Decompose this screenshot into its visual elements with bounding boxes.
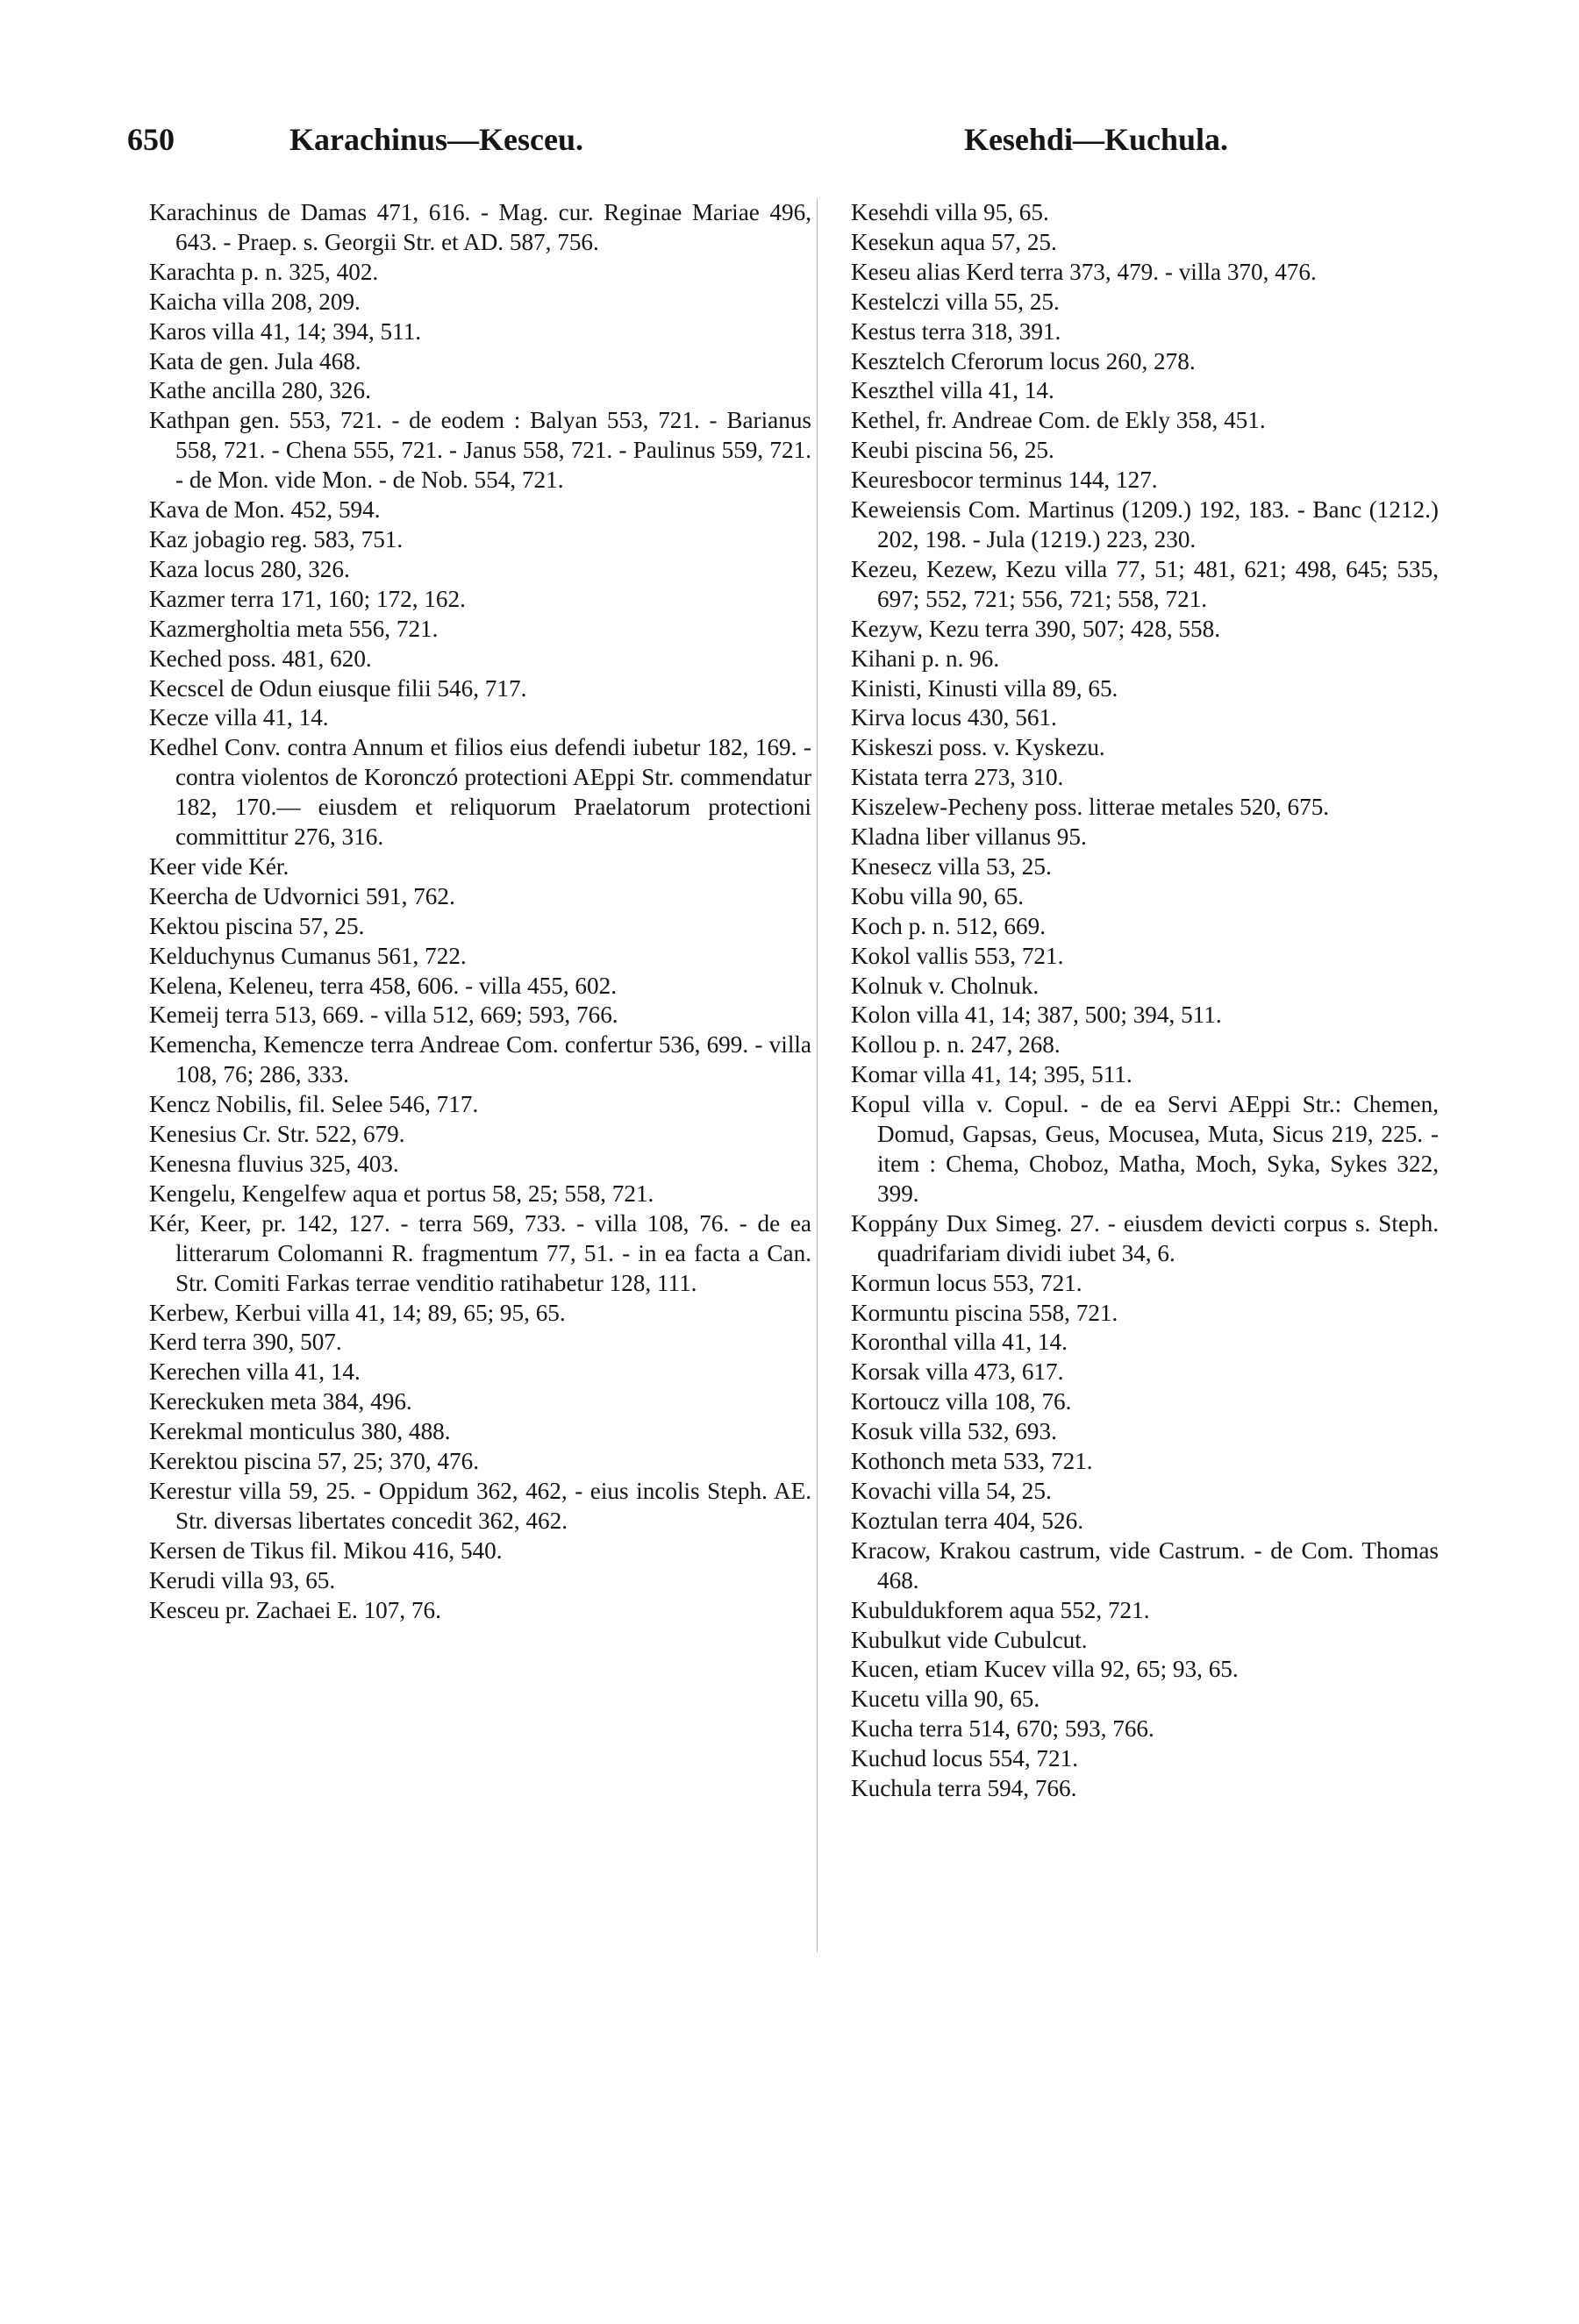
index-entry: Kesekun aqua 57, 25.	[851, 228, 1057, 255]
index-entry: Kezeu, Kezew, Kezu villa 77, 51; 481, 621; 498, 645; 535, 697; 552, 721; 556, 721; 558, 721.	[851, 555, 1439, 612]
index-entry: Kolon villa 41, 14; 387, 500; 394, 511.	[851, 1002, 1222, 1029]
index-entry: Kaza locus 280, 326.	[149, 555, 350, 582]
index-entry: Knesecz villa 53, 25.	[851, 852, 1052, 880]
index-entry: Kektou piscina 57, 25.	[149, 912, 365, 939]
index-entry: Komar villa 41, 14; 395, 511.	[851, 1061, 1132, 1088]
index-entry: Kuchula terra 594, 766.	[851, 1775, 1077, 1802]
index-entry: Kaicha villa 208, 209.	[149, 288, 361, 315]
index-entry: Kesztelch Cferorum locus 260, 278.	[851, 347, 1196, 374]
index-entry: Kolnuk v. Cholnuk.	[851, 972, 1040, 999]
index-entry: Keched poss. 481, 620.	[149, 645, 372, 672]
index-entry: Kopul villa v. Copul. - de ea Servi AEppi Str.: Chemen, Domud, Gapsas, Geus, Mocusea, Muta, Sicus 219, 225. - item : Chema, Choboz, Matha, Moch, Syka, Sykes 322, 399.	[851, 1091, 1439, 1207]
index-entry: Koch p. n. 512, 669.	[851, 912, 1047, 939]
right-column	[829, 198, 1439, 1804]
index-entry: Kazmer terra 171, 160; 172, 162.	[149, 585, 466, 612]
index-entry: Kezyw, Kezu terra 390, 507; 428, 558.	[851, 615, 1221, 642]
index-entry: Kelena, Keleneu, terra 458, 606. - villa 455, 602.	[149, 972, 618, 999]
index-entry: Kestelczi villa 55, 25.	[851, 288, 1060, 315]
index-entry: Kladna liber villanus 95.	[851, 823, 1087, 851]
header-right-range: Kesehdi—Kuchula.	[963, 122, 1228, 157]
page-header	[127, 121, 1228, 174]
index-entry: Kathpan gen. 553, 721. - de eodem : Balyan 553, 721. - Barianus 558, 721. - Chena 555, 721. - Janus 558, 721. - Paulinus 559, 721. - de Mon. vide Mon. - de Nob. 554, 721.	[149, 407, 811, 494]
index-entry: Kobu villa 90, 65.	[851, 882, 1025, 909]
index-entry: Karachinus de Damas 471, 616. - Mag. cur. Reginae Mariae 496, 643. - Praep. s. Georgii Str. et AD. 587, 756.	[149, 199, 811, 255]
index-entry: Keubi piscina 56, 25.	[851, 437, 1054, 464]
page-number: 650	[127, 122, 175, 157]
index-entry: Kecze villa 41, 14.	[149, 704, 329, 731]
index-entry: Kencz Nobilis, fil. Selee 546, 717.	[149, 1091, 479, 1118]
index-entry: Kazmergholtia meta 556, 721.	[149, 615, 439, 642]
index-entry: Kerestur villa 59, 25. - Oppidum 362, 462, - eius incolis Steph. AE. Str. diversas libertates concedit 362, 462.	[149, 1477, 811, 1534]
header-left-range: Karachinus—Kesceu.	[289, 122, 584, 157]
index-entry: Kenesius Cr. Str. 522, 679.	[149, 1121, 405, 1148]
index-entry: Kér, Keer, pr. 142, 127. - terra 569, 733. - villa 108, 76. - de ea litterarum Colomanni R. fragmentum 77, 51. - in ea facta a Can. Str. Comiti Farkas terrae venditio ratihabetur 128, 111.	[149, 1209, 811, 1296]
index-entry: Kestus terra 318, 391.	[851, 317, 1061, 345]
index-entry: Kecscel de Odun eiusque filii 546, 717.	[149, 674, 527, 702]
index-entry: Kerekmal monticulus 380, 488.	[149, 1418, 451, 1445]
index-entry: Kenesna fluvius 325, 403.	[149, 1151, 399, 1177]
index-entry: Karos villa 41, 14; 394, 511.	[149, 317, 422, 345]
index-entry: Kormun locus 553, 721.	[851, 1269, 1082, 1296]
index-entry: Kelduchynus Cumanus 561, 722.	[149, 942, 467, 969]
index-entry: Kiskeszi poss. v. Kyskezu.	[851, 734, 1105, 761]
index-entry: Kerektou piscina 57, 25; 370, 476.	[149, 1448, 480, 1475]
index-entry: Kengelu, Kengelfew aqua et portus 58, 25; 558, 721.	[149, 1180, 654, 1207]
column-divider	[817, 198, 818, 1952]
index-entry: Kucha terra 514, 670; 593, 766.	[851, 1715, 1154, 1743]
index-entry: Koppány Dux Simeg. 27. - eiusdem devicti corpus s. Steph. quadrifariam dividi iubet 34, 6.	[851, 1209, 1439, 1266]
index-entry: Kata de gen. Jula 468.	[149, 347, 361, 374]
index-entry: Keuresbocor terminus 144, 127.	[851, 467, 1158, 494]
index-entry: Keszthel villa 41, 14.	[851, 377, 1054, 404]
index-entry: Kedhel Conv. contra Annum et filios eius defendi iubetur 182, 169. - contra violentos de Koronczó protectioni AEppi Str. commendatur 182, 170.— eiusdem et reliquorum Praelatorum protectioni committitur 276, 316.	[149, 734, 811, 851]
index-entry: Karachta p. n. 325, 402.	[149, 258, 379, 285]
index-entry: Kerechen villa 41, 14.	[149, 1358, 361, 1386]
index-entry: Keercha de Udvornici 591, 762.	[149, 882, 455, 909]
index-entry: Keweiensis Com. Martinus (1209.) 192, 183. - Banc (1212.) 202, 198. - Jula (1219.) 223, 230.	[851, 496, 1439, 552]
index-entry: Kothonch meta 533, 721.	[851, 1448, 1093, 1475]
index-entry: Kovachi villa 54, 25.	[851, 1477, 1052, 1504]
index-entry: Kereckuken meta 384, 496.	[149, 1388, 412, 1415]
index-entry: Kathe ancilla 280, 326.	[149, 377, 371, 404]
index-entry: Kuchud locus 554, 721.	[851, 1745, 1079, 1772]
index-entry: Kesehdi villa 95, 65.	[851, 199, 1049, 225]
index-entry: Kemencha, Kemencze terra Andreae Com. confertur 536, 699. - villa 108, 76; 286, 333.	[149, 1031, 811, 1088]
index-entry: Kucen, etiam Kucev villa 92, 65; 93, 65.	[851, 1656, 1239, 1683]
index-entry: Korsak villa 473, 617.	[851, 1358, 1064, 1386]
index-entry: Kerudi villa 93, 65.	[149, 1566, 336, 1593]
index-entry: Kucetu villa 90, 65.	[851, 1686, 1040, 1713]
index-entry: Kersen de Tikus fil. Mikou 416, 540.	[149, 1536, 503, 1564]
index-entry: Keer vide Kér.	[149, 852, 289, 880]
index-entry: Kihani p. n. 96.	[851, 645, 1000, 672]
index-entry: Kollou p. n. 247, 268.	[851, 1031, 1061, 1059]
index-entry: Kaz jobagio reg. 583, 751.	[149, 525, 404, 552]
index-entry: Kinisti, Kinusti villa 89, 65.	[851, 674, 1118, 702]
index-entry: Kracow, Krakou castrum, vide Castrum. - de Com. Thomas 468.	[851, 1536, 1439, 1593]
index-entry: Koztulan terra 404, 526.	[851, 1507, 1083, 1534]
index-entry: Kerd terra 390, 507.	[149, 1329, 342, 1356]
index-entry: Kerbew, Kerbui villa 41, 14; 89, 65; 95, 65.	[149, 1299, 566, 1326]
index-entry: Kormuntu piscina 558, 721.	[851, 1299, 1118, 1326]
index-entry: Kethel, fr. Andreae Com. de Ekly 358, 451.	[851, 407, 1266, 434]
index-entry: Kiszelew-Pecheny poss. litterae metales 520, 675.	[851, 794, 1330, 821]
index-entry: Kokol vallis 553, 721.	[851, 942, 1064, 969]
index-entry: Kesceu pr. Zachaei E. 107, 76.	[149, 1596, 441, 1623]
index-entry: Kubuldukforem aqua 552, 721.	[851, 1596, 1150, 1623]
index-entry: Kortoucz villa 108, 76.	[851, 1388, 1072, 1415]
left-column	[127, 198, 811, 1626]
index-entry: Koronthal villa 41, 14.	[851, 1329, 1068, 1356]
index-entry: Kava de Mon. 452, 594.	[149, 496, 381, 524]
index-entry: Kosuk villa 532, 693.	[851, 1418, 1057, 1445]
index-entry: Keseu alias Kerd terra 373, 479. - villa 370, 476.	[851, 258, 1317, 285]
index-entry: Kistata terra 273, 310.	[851, 764, 1064, 791]
index-entry: Kubulkut vide Cubulcut.	[851, 1626, 1088, 1653]
index-entry: Kirva locus 430, 561.	[851, 704, 1057, 731]
index-entry: Kemeij terra 513, 669. - villa 512, 669; 593, 766.	[149, 1002, 618, 1029]
